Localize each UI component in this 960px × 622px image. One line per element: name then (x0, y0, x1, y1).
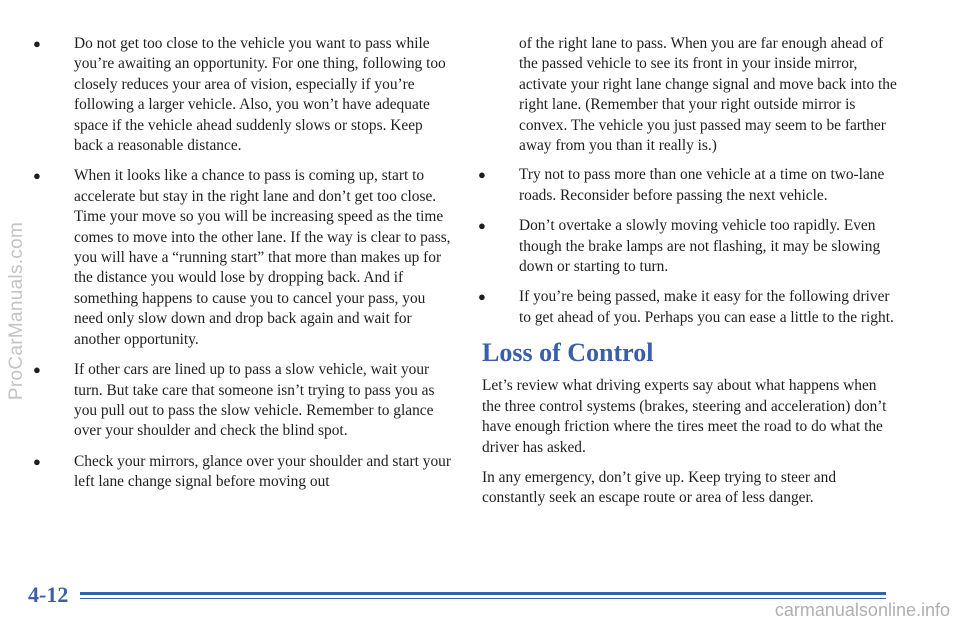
bullet-icon: ● (33, 36, 41, 51)
bullet-text: If you’re being passed, make it easy for the following driver to get ahead of you. Perhaps you can ease a little to the right. (519, 288, 894, 326)
bullet-text: Try not to pass more than one vehicle at a time on two-lane roads. Reconsider before passing the next vehicle. (519, 166, 885, 204)
bullet-text: Don’t overtake a slowly moving vehicle too rapidly. Even though the brake lamps are not flashing, it may be slowing down or starting to turn. (519, 217, 881, 276)
list-item (478, 165, 898, 206)
bullet-icon: ● (478, 167, 486, 183)
list-item (33, 452, 453, 493)
list-item (33, 166, 453, 350)
bullet-text: When it looks like a chance to pass is coming up, start to accelerate but stay in the right lane and don’t get too close. Time your move so you will be increasing speed as the time comes to move into the other lane. If the way is clear to pass, you will have a “running start” that more than makes up for the distance you would lose by dropping back. And if something happens to cause you to cancel your pass, you need only slow down and drop back again and wait for another opportunity. (74, 167, 451, 348)
left-column (33, 34, 453, 503)
list-item (33, 34, 453, 156)
continuation-paragraph: of the right lane to pass. When you are far enough ahead of the passed vehicle to see its front in your inside mirror, activate your right lane change signal and move back into the right lane. (Remember that your right outside mirror is convex. The vehicle you just passed may seem to be farther away from you than it really is.) (519, 35, 897, 155)
bullet-icon: ● (33, 453, 41, 469)
list-item (478, 216, 898, 277)
bullet-text: If other cars are lined up to pass a slow vehicle, wait your turn. But take care that someone isn’t trying to pass you as you pull out to pass the slow vehicle. Remember to glance over your shoulder and check the blind spot. (74, 361, 435, 440)
bottom-watermark: carmanualsonline.info (774, 600, 950, 620)
bullet-icon: ● (478, 289, 486, 305)
side-watermark-text: ProCarManuals.com (6, 221, 27, 401)
section-title: Loss of Control (482, 338, 654, 368)
footer-rule-thin (80, 598, 886, 599)
body-paragraph: In any emergency, don’t give up. Keep trying to steer and constantly seek an escape route or area of less danger. (482, 468, 837, 507)
bullet-icon: ● (33, 168, 41, 184)
footer-rule (80, 592, 886, 595)
side-watermark (2, 0, 32, 622)
bullet-icon: ● (478, 218, 486, 234)
list-item (478, 287, 898, 328)
bullet-icon: ● (33, 362, 41, 378)
body-paragraph: Let’s review what driving experts say about what happens when the three control systems (brakes, steering and acceleration) don’t have enough friction where the tires meet the road to do what the driver has asked. (482, 377, 887, 456)
page-number: 4-12 (28, 582, 69, 607)
right-column (478, 34, 898, 519)
list-item (33, 360, 453, 442)
bullet-text: Check your mirrors, glance over your shoulder and start your left lane change signal before moving out (74, 452, 451, 491)
bullet-text: Do not get too close to the vehicle you want to pass while you’re awaiting an opportunity. For one thing, following too closely reduces your area of vision, especially if you’re following a larger vehicle. Also, you won’t have adequate space if the vehicle ahead suddenly slows or stops. Keep back a reasonable distance. (74, 35, 446, 155)
